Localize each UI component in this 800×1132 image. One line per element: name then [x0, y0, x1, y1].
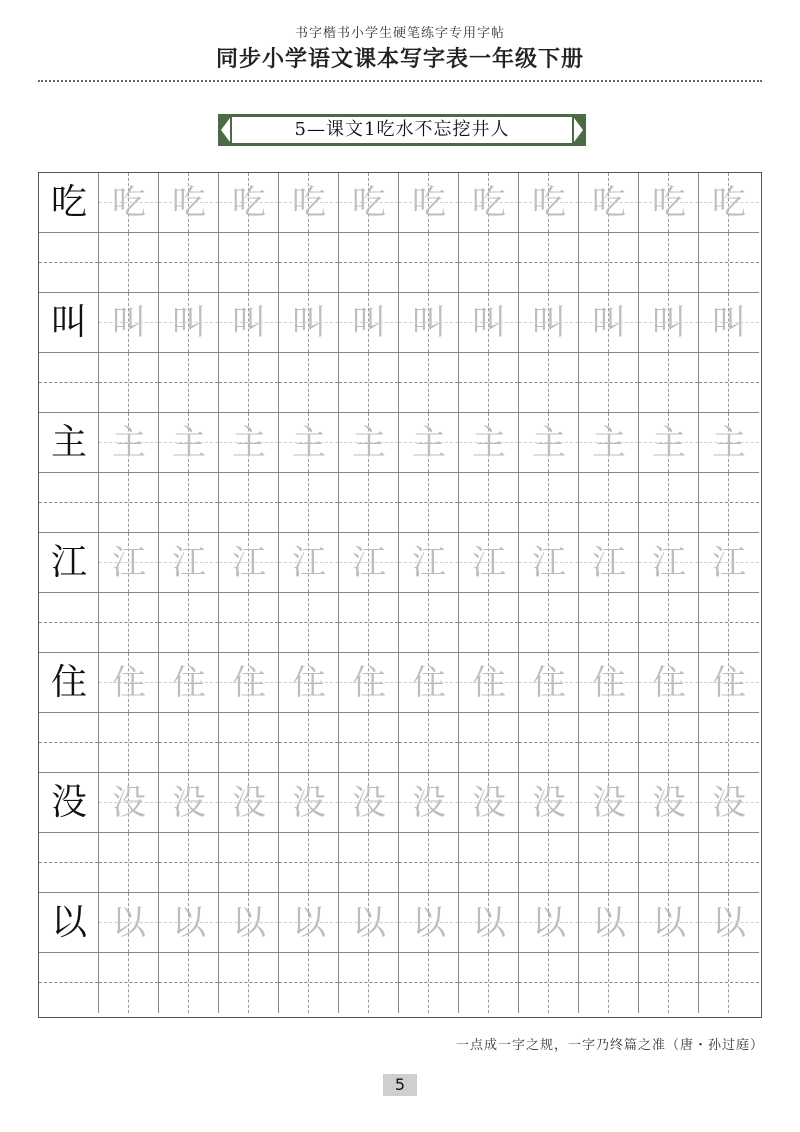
- blank-practice-cell[interactable]: [39, 953, 99, 1013]
- blank-practice-cell[interactable]: [699, 833, 759, 893]
- trace-character: 吃: [652, 183, 686, 223]
- blank-practice-cell[interactable]: [219, 353, 279, 413]
- model-character-cell: [39, 533, 99, 593]
- blank-practice-cell[interactable]: [159, 593, 219, 653]
- trace-character: 以: [292, 903, 326, 943]
- blank-practice-cell[interactable]: [219, 953, 279, 1013]
- blank-practice-cell[interactable]: [399, 713, 459, 773]
- trace-character: 住: [532, 663, 566, 703]
- trace-character-cell[interactable]: [99, 413, 159, 473]
- blank-practice-cell[interactable]: [339, 473, 399, 533]
- trace-character-cell[interactable]: [219, 533, 279, 593]
- blank-practice-cell[interactable]: [279, 353, 339, 413]
- trace-character-cell[interactable]: [99, 653, 159, 713]
- trace-character: 主: [292, 423, 326, 463]
- trace-character-cell[interactable]: [219, 293, 279, 353]
- blank-practice-cell[interactable]: [339, 353, 399, 413]
- trace-character-cell[interactable]: [519, 413, 579, 473]
- trace-character-cell[interactable]: [519, 533, 579, 593]
- blank-practice-cell[interactable]: [399, 953, 459, 1013]
- trace-character-cell[interactable]: [279, 893, 339, 953]
- trace-character: 叫: [232, 303, 266, 343]
- blank-practice-cell[interactable]: [399, 473, 459, 533]
- trace-character: 吃: [712, 183, 746, 223]
- blank-practice-cell[interactable]: [399, 233, 459, 293]
- blank-practice-cell[interactable]: [99, 713, 159, 773]
- trace-character: 以: [592, 903, 626, 943]
- blank-practice-cell[interactable]: [639, 353, 699, 413]
- trace-character: 叫: [352, 303, 386, 343]
- trace-character: 叫: [712, 303, 746, 343]
- trace-character-cell[interactable]: [399, 533, 459, 593]
- trace-character: 主: [592, 423, 626, 463]
- trace-character-cell[interactable]: [99, 773, 159, 833]
- trace-character: 住: [292, 663, 326, 703]
- trace-character: 叫: [532, 303, 566, 343]
- trace-character: 江: [532, 543, 566, 583]
- blank-practice-cell[interactable]: [279, 713, 339, 773]
- trace-character: 没: [472, 783, 506, 823]
- trace-character-cell[interactable]: [339, 173, 399, 233]
- trace-character-cell[interactable]: [219, 653, 279, 713]
- blank-practice-cell[interactable]: [699, 473, 759, 533]
- trace-character: 没: [592, 783, 626, 823]
- lesson-banner: [218, 114, 586, 146]
- page-number: 5: [383, 1074, 417, 1096]
- trace-character: 吃: [592, 183, 626, 223]
- blank-practice-cell[interactable]: [459, 353, 519, 413]
- trace-character-cell[interactable]: [219, 413, 279, 473]
- trace-character-cell[interactable]: [219, 173, 279, 233]
- blank-practice-cell[interactable]: [699, 353, 759, 413]
- trace-character: 以: [712, 903, 746, 943]
- trace-character-cell[interactable]: [99, 173, 159, 233]
- trace-character: 主: [712, 423, 746, 463]
- trace-character-cell[interactable]: [639, 533, 699, 593]
- trace-character: 住: [652, 663, 686, 703]
- trace-character: 叫: [172, 303, 206, 343]
- blank-practice-cell[interactable]: [639, 833, 699, 893]
- blank-practice-cell[interactable]: [399, 593, 459, 653]
- trace-character-cell[interactable]: [99, 893, 159, 953]
- trace-character: 吃: [472, 183, 506, 223]
- trace-character: 住: [172, 663, 206, 703]
- blank-practice-cell[interactable]: [99, 473, 159, 533]
- blank-practice-cell[interactable]: [99, 593, 159, 653]
- trace-character-cell[interactable]: [579, 653, 639, 713]
- trace-character-cell[interactable]: [339, 533, 399, 593]
- trace-character-cell[interactable]: [699, 173, 759, 233]
- trace-character-cell[interactable]: [399, 893, 459, 953]
- blank-practice-cell[interactable]: [699, 953, 759, 1013]
- model-character: 江: [50, 542, 87, 583]
- trace-character: 叫: [412, 303, 446, 343]
- trace-character-cell[interactable]: [339, 413, 399, 473]
- trace-character-cell[interactable]: [159, 893, 219, 953]
- trace-character-cell[interactable]: [639, 293, 699, 353]
- trace-character: 以: [112, 903, 146, 943]
- trace-character: 住: [112, 663, 146, 703]
- blank-practice-cell[interactable]: [39, 593, 99, 653]
- blank-practice-cell[interactable]: [519, 833, 579, 893]
- model-character: 没: [50, 782, 87, 823]
- trace-character-cell[interactable]: [639, 893, 699, 953]
- trace-character: 以: [352, 903, 386, 943]
- blank-practice-cell[interactable]: [159, 473, 219, 533]
- blank-practice-cell[interactable]: [159, 833, 219, 893]
- calligraphy-quote: 一点成一字之规，一字乃终篇之准（唐・孙过庭）: [455, 1038, 764, 1053]
- trace-character: 住: [412, 663, 446, 703]
- trace-character: 以: [232, 903, 266, 943]
- trace-character: 江: [112, 543, 146, 583]
- trace-character-cell[interactable]: [399, 653, 459, 713]
- blank-practice-cell[interactable]: [279, 953, 339, 1013]
- blank-practice-cell[interactable]: [519, 353, 579, 413]
- trace-character-cell[interactable]: [519, 653, 579, 713]
- trace-character-cell[interactable]: [279, 413, 339, 473]
- blank-practice-cell[interactable]: [99, 833, 159, 893]
- trace-character: 主: [472, 423, 506, 463]
- trace-character: 主: [112, 423, 146, 463]
- blank-practice-cell[interactable]: [39, 713, 99, 773]
- blank-practice-cell[interactable]: [579, 593, 639, 653]
- blank-practice-cell[interactable]: [519, 233, 579, 293]
- trace-character-cell[interactable]: [159, 653, 219, 713]
- trace-character: 以: [532, 903, 566, 943]
- blank-practice-cell[interactable]: [339, 953, 399, 1013]
- blank-practice-cell[interactable]: [459, 233, 519, 293]
- model-character-cell: [39, 413, 99, 473]
- blank-practice-cell[interactable]: [99, 233, 159, 293]
- practice-grid: [38, 172, 762, 1018]
- trace-character: 主: [532, 423, 566, 463]
- blank-practice-cell[interactable]: [579, 713, 639, 773]
- trace-character: 主: [652, 423, 686, 463]
- blank-practice-cell[interactable]: [99, 353, 159, 413]
- blank-practice-cell[interactable]: [399, 833, 459, 893]
- trace-character: 以: [412, 903, 446, 943]
- trace-character: 没: [172, 783, 206, 823]
- model-character-cell: [39, 653, 99, 713]
- trace-character: 没: [412, 783, 446, 823]
- trace-character: 住: [592, 663, 626, 703]
- trace-character: 没: [292, 783, 326, 823]
- model-character-cell: [39, 293, 99, 353]
- trace-character: 江: [472, 543, 506, 583]
- blank-practice-cell[interactable]: [99, 953, 159, 1013]
- trace-character-cell[interactable]: [159, 173, 219, 233]
- lesson-title: 5—课文1吃水不忘挖井人: [232, 117, 572, 143]
- blank-practice-cell[interactable]: [399, 353, 459, 413]
- trace-character-cell[interactable]: [699, 773, 759, 833]
- trace-character-cell[interactable]: [339, 773, 399, 833]
- trace-character-cell[interactable]: [99, 533, 159, 593]
- blank-practice-cell[interactable]: [159, 233, 219, 293]
- blank-practice-cell[interactable]: [519, 713, 579, 773]
- trace-character-cell[interactable]: [699, 413, 759, 473]
- trace-character-cell[interactable]: [219, 773, 279, 833]
- trace-character-cell[interactable]: [459, 173, 519, 233]
- trace-character: 没: [532, 783, 566, 823]
- trace-character-cell[interactable]: [519, 293, 579, 353]
- trace-character-cell[interactable]: [159, 773, 219, 833]
- trace-character-cell[interactable]: [339, 893, 399, 953]
- blank-practice-cell[interactable]: [279, 233, 339, 293]
- model-character: 吃: [50, 182, 87, 223]
- trace-character: 没: [652, 783, 686, 823]
- model-character-cell: [39, 173, 99, 233]
- trace-character: 吃: [532, 183, 566, 223]
- blank-practice-cell[interactable]: [639, 953, 699, 1013]
- blank-practice-cell[interactable]: [519, 593, 579, 653]
- blank-practice-cell[interactable]: [39, 833, 99, 893]
- trace-character-cell[interactable]: [339, 653, 399, 713]
- blank-practice-cell[interactable]: [279, 833, 339, 893]
- blank-practice-cell[interactable]: [519, 473, 579, 533]
- trace-character: 吃: [112, 183, 146, 223]
- trace-character-cell[interactable]: [639, 413, 699, 473]
- blank-practice-cell[interactable]: [159, 353, 219, 413]
- blank-practice-cell[interactable]: [579, 353, 639, 413]
- blank-practice-cell[interactable]: [579, 953, 639, 1013]
- trace-character-cell[interactable]: [159, 293, 219, 353]
- trace-character-cell[interactable]: [279, 653, 339, 713]
- trace-character: 江: [352, 543, 386, 583]
- blank-practice-cell[interactable]: [699, 713, 759, 773]
- blank-practice-cell[interactable]: [219, 473, 279, 533]
- trace-character: 江: [412, 543, 446, 583]
- blank-practice-cell[interactable]: [639, 713, 699, 773]
- blank-practice-cell[interactable]: [159, 713, 219, 773]
- model-character-cell: [39, 893, 99, 953]
- blank-practice-cell[interactable]: [219, 233, 279, 293]
- blank-practice-cell[interactable]: [459, 473, 519, 533]
- trace-character: 住: [352, 663, 386, 703]
- blank-practice-cell[interactable]: [219, 593, 279, 653]
- trace-character-cell[interactable]: [399, 413, 459, 473]
- blank-practice-cell[interactable]: [39, 473, 99, 533]
- trace-character: 吃: [352, 183, 386, 223]
- blank-practice-cell[interactable]: [699, 593, 759, 653]
- blank-practice-cell[interactable]: [219, 713, 279, 773]
- trace-character-cell[interactable]: [399, 173, 459, 233]
- blank-practice-cell[interactable]: [39, 353, 99, 413]
- trace-character: 江: [592, 543, 626, 583]
- trace-character: 江: [652, 543, 686, 583]
- trace-character-cell[interactable]: [399, 773, 459, 833]
- practice-row: [39, 173, 761, 293]
- trace-character-cell[interactable]: [459, 653, 519, 713]
- trace-character: 叫: [472, 303, 506, 343]
- trace-character-cell[interactable]: [699, 653, 759, 713]
- trace-character: 没: [352, 783, 386, 823]
- trace-character-cell[interactable]: [339, 293, 399, 353]
- banner-right-arrow-icon: [574, 118, 583, 142]
- blank-practice-cell[interactable]: [519, 953, 579, 1013]
- trace-character-cell[interactable]: [99, 293, 159, 353]
- trace-character: 主: [352, 423, 386, 463]
- trace-character: 以: [652, 903, 686, 943]
- trace-character-cell[interactable]: [639, 173, 699, 233]
- trace-character-cell[interactable]: [279, 773, 339, 833]
- trace-character-cell[interactable]: [699, 293, 759, 353]
- trace-character-cell[interactable]: [459, 773, 519, 833]
- trace-character: 没: [712, 783, 746, 823]
- trace-character-cell[interactable]: [219, 893, 279, 953]
- blank-practice-cell[interactable]: [459, 833, 519, 893]
- trace-character-cell[interactable]: [459, 293, 519, 353]
- trace-character-cell[interactable]: [639, 653, 699, 713]
- trace-character-cell[interactable]: [459, 533, 519, 593]
- trace-character-cell[interactable]: [699, 533, 759, 593]
- blank-practice-cell[interactable]: [339, 713, 399, 773]
- trace-character: 叫: [112, 303, 146, 343]
- trace-character-cell[interactable]: [279, 293, 339, 353]
- model-character: 主: [50, 422, 87, 463]
- trace-character-cell[interactable]: [279, 173, 339, 233]
- blank-practice-cell[interactable]: [279, 593, 339, 653]
- trace-character-cell[interactable]: [519, 173, 579, 233]
- trace-character: 叫: [292, 303, 326, 343]
- page-title: 同步小学语文课本写字表一年级下册: [215, 46, 584, 72]
- trace-character-cell[interactable]: [579, 173, 639, 233]
- trace-character: 主: [412, 423, 446, 463]
- trace-character: 住: [232, 663, 266, 703]
- trace-character-cell[interactable]: [579, 293, 639, 353]
- trace-character: 没: [112, 783, 146, 823]
- trace-character: 住: [472, 663, 506, 703]
- trace-character: 叫: [592, 303, 626, 343]
- trace-character: 吃: [232, 183, 266, 223]
- trace-character-cell[interactable]: [159, 413, 219, 473]
- trace-character-cell[interactable]: [459, 893, 519, 953]
- trace-character-cell[interactable]: [459, 413, 519, 473]
- trace-character: 江: [712, 543, 746, 583]
- practice-row: [39, 293, 761, 413]
- blank-practice-cell[interactable]: [279, 473, 339, 533]
- trace-character: 主: [172, 423, 206, 463]
- trace-character-cell[interactable]: [699, 893, 759, 953]
- trace-character: 江: [232, 543, 266, 583]
- blank-practice-cell[interactable]: [639, 593, 699, 653]
- blank-practice-cell[interactable]: [579, 473, 639, 533]
- practice-row: [39, 533, 761, 653]
- trace-character-cell[interactable]: [159, 533, 219, 593]
- trace-character: 主: [232, 423, 266, 463]
- trace-character: 叫: [652, 303, 686, 343]
- trace-character: 住: [712, 663, 746, 703]
- banner-left-arrow-icon: [221, 118, 230, 142]
- practice-row: [39, 653, 761, 773]
- trace-character-cell[interactable]: [579, 533, 639, 593]
- blank-practice-cell[interactable]: [339, 593, 399, 653]
- blank-practice-cell[interactable]: [339, 833, 399, 893]
- trace-character-cell[interactable]: [279, 533, 339, 593]
- blank-practice-cell[interactable]: [639, 233, 699, 293]
- trace-character: 以: [172, 903, 206, 943]
- header-divider: [38, 80, 762, 82]
- blank-practice-cell[interactable]: [459, 593, 519, 653]
- blank-practice-cell[interactable]: [159, 953, 219, 1013]
- practice-row: [39, 413, 761, 533]
- trace-character: 吃: [172, 183, 206, 223]
- model-character-cell: [39, 773, 99, 833]
- trace-character: 没: [232, 783, 266, 823]
- blank-practice-cell[interactable]: [699, 233, 759, 293]
- model-character: 住: [50, 662, 87, 703]
- model-character: 以: [50, 902, 87, 943]
- trace-character-cell[interactable]: [399, 293, 459, 353]
- trace-character-cell[interactable]: [519, 773, 579, 833]
- model-character: 叫: [50, 302, 87, 343]
- trace-character-cell[interactable]: [579, 773, 639, 833]
- trace-character: 江: [172, 543, 206, 583]
- trace-character: 吃: [412, 183, 446, 223]
- trace-character-cell[interactable]: [639, 773, 699, 833]
- blank-practice-cell[interactable]: [459, 953, 519, 1013]
- practice-row: [39, 773, 761, 893]
- blank-practice-cell[interactable]: [459, 713, 519, 773]
- blank-practice-cell[interactable]: [579, 233, 639, 293]
- trace-character: 江: [292, 543, 326, 583]
- trace-character: 以: [472, 903, 506, 943]
- blank-practice-cell[interactable]: [339, 233, 399, 293]
- book-subtitle: 书字楷书小学生硬笔练字专用字帖: [294, 26, 505, 41]
- blank-practice-cell[interactable]: [219, 833, 279, 893]
- trace-character: 吃: [292, 183, 326, 223]
- practice-row: [39, 893, 761, 1013]
- trace-character-cell[interactable]: [579, 893, 639, 953]
- blank-practice-cell[interactable]: [39, 233, 99, 293]
- trace-character-cell[interactable]: [519, 893, 579, 953]
- blank-practice-cell[interactable]: [639, 473, 699, 533]
- trace-character-cell[interactable]: [579, 413, 639, 473]
- blank-practice-cell[interactable]: [579, 833, 639, 893]
